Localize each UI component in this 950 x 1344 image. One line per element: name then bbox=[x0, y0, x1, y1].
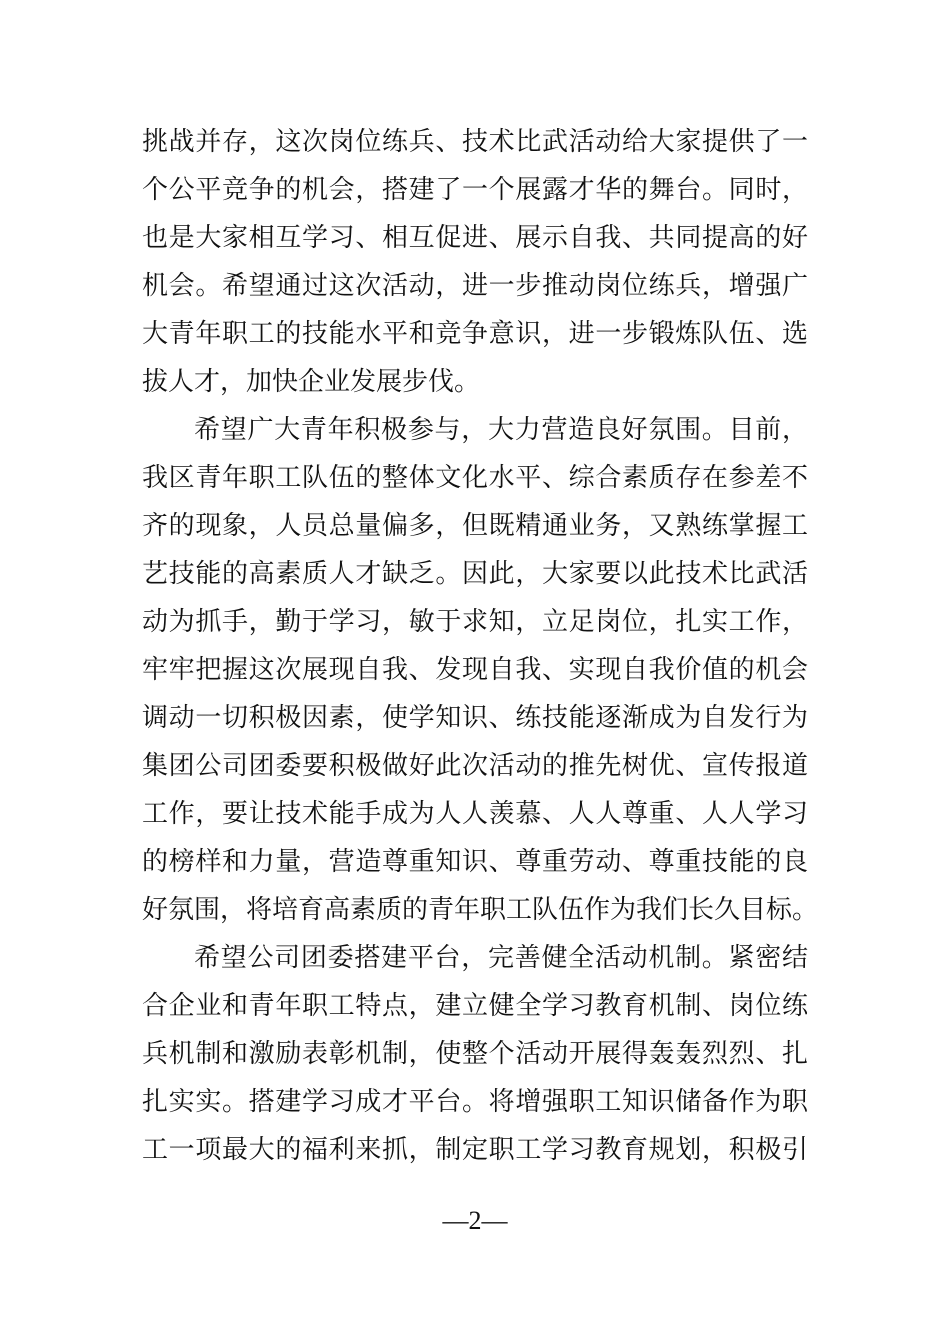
text-line: 齐的现象，人员总量偏多，但既精通业务，又熟练掌握工 bbox=[142, 511, 808, 541]
text-line: 工作，要让技术能手成为人人羡慕、人人尊重、人人学习 bbox=[142, 799, 808, 829]
text-line: 调动一切积极因素，使学知识、练技能逐渐成为自发行为 bbox=[142, 703, 808, 733]
page-number: —2— bbox=[442, 1206, 508, 1235]
text-line: 合企业和青年职工特点，建立健全学习教育机制、岗位练 bbox=[142, 991, 808, 1021]
text-line: 工一项最大的福利来抓，制定职工学习教育规划，积极引 bbox=[142, 1135, 808, 1165]
text-line: 个公平竞争的机会，搭建了一个展露才华的舞台。同时， bbox=[142, 175, 808, 205]
paragraph-start-line: 希望广大青年积极参与，大力营造良好氛围。目前， bbox=[194, 415, 808, 445]
text-line: 也是大家相互学习、相互促进、展示自我、共同提高的好 bbox=[142, 223, 808, 253]
text-line: 动为抓手，勤于学习，敏于求知，立足岗位，扎实工作， bbox=[142, 607, 808, 637]
text-line: 大青年职工的技能水平和竞争意识，进一步锻炼队伍、选 bbox=[142, 319, 808, 349]
text-line: 挑战并存，这次岗位练兵、技术比武活动给大家提供了一 bbox=[142, 127, 808, 157]
text-line: 好氛围，将培育高素质的青年职工队伍作为我们长久目标。 bbox=[142, 895, 819, 925]
text-line: 我区青年职工队伍的整体文化水平、综合素质存在参差不 bbox=[142, 463, 808, 493]
text-line: 兵机制和激励表彰机制，使整个活动开展得轰轰烈烈、扎 bbox=[142, 1039, 808, 1069]
body-text bbox=[142, 118, 819, 1174]
text-line: 的榜样和力量，营造尊重知识、尊重劳动、尊重技能的良 bbox=[142, 847, 808, 877]
paragraph-start-line: 希望公司团委搭建平台，完善健全活动机制。紧密结 bbox=[194, 943, 808, 973]
text-line: 集团公司团委要积极做好此次活动的推先树优、宣传报道 bbox=[142, 751, 808, 781]
text-line: 拔人才，加快企业发展步伐。 bbox=[142, 367, 481, 397]
text-line: 艺技能的高素质人才缺乏。因此，大家要以此技术比武活 bbox=[142, 559, 808, 589]
text-line: 机会。希望通过这次活动，进一步推动岗位练兵，增强广 bbox=[142, 271, 808, 301]
text-line: 牢牢把握这次展现自我、发现自我、实现自我价值的机会 bbox=[142, 655, 808, 685]
text-line: 扎实实。搭建学习成才平台。将增强职工知识储备作为职 bbox=[142, 1087, 808, 1117]
